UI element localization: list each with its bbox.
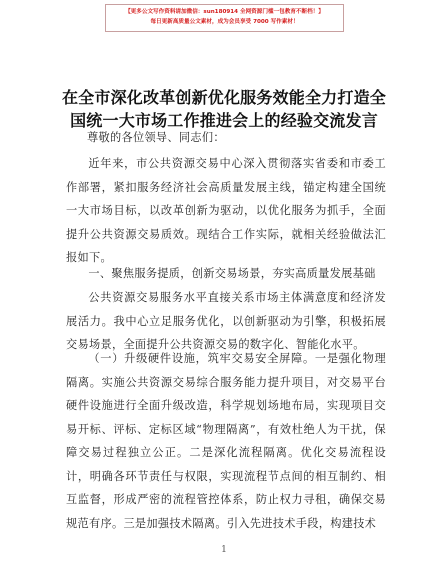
page-number: 1 [221,545,227,555]
body-paragraph-2: 公共资源交易服务水平直接关系市场主体满意度和经济发展活力。我中心立足服务优化，以创新驱动为引擎，积极拓展交易场景，全面提升公共资源交易的数字化、智能化水平。 [66,291,386,351]
body-paragraph-3: （一）升级硬件设施，筑牢交易安全屏障。一是强化物理隔离。实施公共资源交易综合服务能力提升项目，对交易平台硬件设施进行全面升级改造，科学规划场地布局，实现项目交易开标、评标、定标区域“物理隔离”，有效杜绝人为干扰，保障交易过程独立公正。二是深化流程隔离。优化交易流程设计，明确各环节责任与权限，实现流程节点间的相互制约、相互监督，形成严密的流程管控体系，防止权力寻租，确保交易规范有序。三是加强技术隔离。引入先进技术手段，构建技术 [66,352,386,530]
promo-line-2: 每日更新高质量公文素材，成为会员享受 7000 写作素材！ [150,19,299,25]
promo-banner [105,4,344,32]
body-paragraph-1: 近年来，市公共资源交易中心深入贯彻落实省委和市委工作部署，紧扣服务经济社会高质量发展主线，锚定构建全国统一大市场目标，以改革创新为驱动，以优化服务为抓手，全面提升公共资源交易质效。现结合工作实际，就相关经验做法汇报如下。 [66,157,386,264]
promo-line-1: 【更多公文写作资料请加微信：sun180914 全网资源门槛一包教育不断档！】 [125,9,324,15]
document-title-line-2: 国统一大市场工作推进会上的经验交流发言 [70,111,378,130]
section-heading-1: 一、聚焦服务提质，创新交易场景，夯实高质量发展基础 [88,267,376,280]
salutation: 尊敬的各位领导、同志们： [87,131,225,144]
document-title-line-1: 在全市深化改革创新优化服务效能全力打造全 [61,88,386,107]
